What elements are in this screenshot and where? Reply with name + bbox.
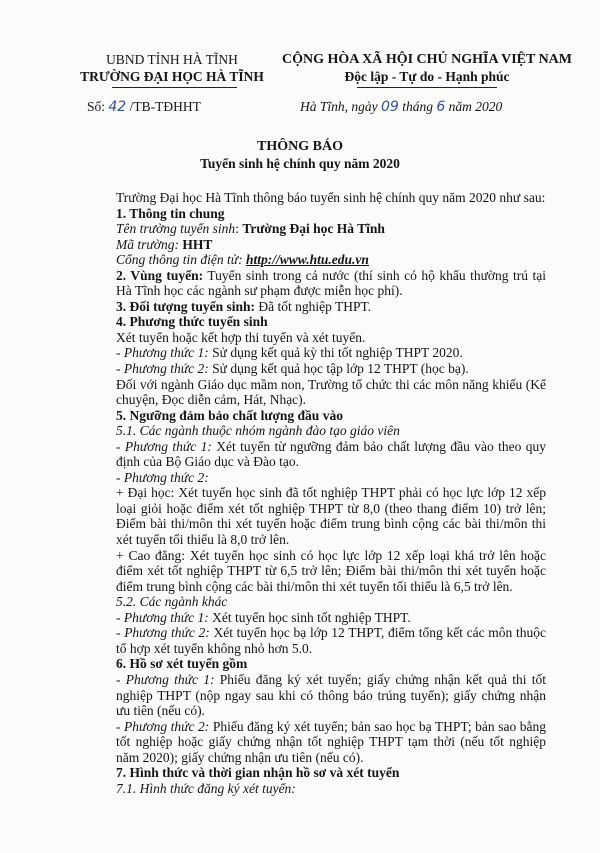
section-5-1-method-1: - Phương thức 1: Xét tuyển từ ngưỡng đảm bảo chất lượng đầu vào theo quy định của Bộ Giáo dục và Đào tạo.	[116, 438, 546, 470]
document-subtitle: Tuyển sinh hệ chính quy năm 2020	[200, 156, 400, 171]
section-5-heading: 5. Ngưỡng đảm bảo chất lượng đầu vào	[116, 407, 343, 423]
college-criteria: + Cao đẳng: Xét tuyển học sinh có học lực lớp 12 xếp loại khá trở lên hoặc điểm xét tốt nghiệp THPT từ 6,5 trở lên; Điểm bài thi/môn thi xét tuyển hoặc điểm trung bình cộng các bài thi/môn thi xét tuyển tối thiểu là 6,5 trở lên.	[116, 547, 546, 594]
section-6-method-1: - Phương thức 1: Phiếu đăng ký xét tuyển; giấy chứng nhận kết quả thi tốt nghiệp THPT (nộp ngay sau khi có thông báo trúng tuyển); giấy chứng nhận ưu tiên (nếu có).	[116, 671, 547, 719]
section-6-heading: 6. Hồ sơ xét tuyển gồm	[116, 656, 248, 672]
motto-underline	[357, 87, 497, 88]
university-name: TRƯỜNG ĐẠI HỌC HÀ TĨNH	[80, 69, 264, 84]
section-4-method-2: - Phương thức 2: Sử dụng kết quả học tập lớp 12 THPT (học bạ).	[116, 361, 469, 377]
handwritten-month: 6	[436, 99, 446, 115]
section-2-heading: 2. Vùng tuyển:	[116, 267, 204, 283]
section-5-2-method-2: - Phương thức 2: Xét tuyển học bạ lớp 12 THPT, điểm tổng kết các môn thuộc tổ hợp xét tuyển không nhỏ hơn 5.0.	[116, 625, 546, 656]
document-header	[0, 52, 600, 122]
document-number: Số: 42 /TB-TĐHHT	[87, 99, 201, 115]
section-5-2-heading: 5.2. Các ngành khác	[116, 594, 228, 610]
national-motto: Độc lập - Tự do - Hạnh phúc	[344, 69, 510, 84]
section-4-line1: Xét tuyển hoặc kết hợp thi tuyển và xét tuyển.	[116, 329, 366, 345]
document-date: Hà Tĩnh, ngày 09 tháng 6 năm 2020	[300, 99, 503, 115]
portal-line: Cổng thông tin điện tử: http://www.htu.edu.vn	[116, 252, 369, 268]
section-6-method-2: - Phương thức 2: Phiếu đăng ký xét tuyển; bản sao học bạ THPT; bản sao bằng tốt nghiệp hoặc giấy chứng nhận tốt nghiệp THPT tạm thời (nếu tốt nghiệp năm 2020); giấy chứng nhận ưu tiên (nếu có).	[116, 718, 546, 765]
section-4-heading: 4. Phương thức tuyển sinh	[116, 314, 268, 330]
section-5-2-method-1: - Phương thức 1: Xét tuyển học sinh tốt nghiệp THPT.	[116, 609, 411, 625]
section-1-heading: 1. Thông tin chung	[116, 205, 225, 221]
school-name-line: Tên trường tuyển sinh: Trường Đại học Hà Tĩnh	[116, 221, 385, 237]
section-4-method-1: - Phương thức 1: Sử dụng kết quả kỳ thi tốt nghiệp THPT 2020.	[116, 345, 463, 361]
section-5-1-method-2-label: - Phương thức 2:	[116, 469, 209, 485]
school-code-line: Mã trường: HHT	[116, 236, 213, 252]
section-3: 3. Đối tượng tuyển sinh: Đã tốt nghiệp THPT.	[116, 298, 372, 314]
intro-paragraph: Trường Đại học Hà Tĩnh thông báo tuyển sinh hệ chính quy năm 2020 như sau:	[116, 190, 546, 205]
issuing-agency: UBND TỈNH HÀ TĨNH	[106, 52, 238, 67]
handwritten-number: 42	[108, 99, 127, 115]
document-body	[116, 190, 546, 796]
country-name: CỘNG HÒA XÃ HỘI CHỦ NGHĨA VIỆT NAM	[281, 52, 572, 67]
portal-link[interactable]: http://www.htu.edu.vn	[245, 252, 369, 268]
section-4-note: Đối với ngành Giáo dục mầm non, Trường tổ chức thi các môn năng khiếu (Kể chuyện, Đọc diễn cảm, Hát, Nhạc).	[116, 376, 546, 408]
section-7-1-heading: 7.1. Hình thức đăng ký xét tuyển:	[116, 780, 296, 796]
section-2: 2. Vùng tuyển: Tuyển sinh trong cả nước (thí sinh có hộ khẩu thường trú tại Hà Tĩnh học các ngành sư phạm được miễn học phí).	[116, 267, 546, 299]
section-5-1-heading: 5.1. Các ngành thuộc nhóm ngành đào tạo giáo viên	[116, 423, 400, 439]
university-criteria: + Đại học: Xét tuyển học sinh đã tốt nghiệp THPT phải có học lực lớp 12 xếp loại giỏi hoặc điểm xét tốt nghiệp THPT từ 8,0 (theo thang điểm 10) trở lên; Điểm bài thi/môn thi xét tuyển hoặc điểm trung bình cộng các bài thi/môn thi xét tuyển tối thiểu là 8,0 trở lên.	[116, 485, 546, 548]
document-title: THÔNG BÁO	[257, 139, 343, 154]
handwritten-day: 09	[381, 99, 399, 115]
section-7-heading: 7. Hình thức và thời gian nhận hồ sơ và xét tuyển	[116, 765, 400, 781]
section-3-heading: 3. Đối tượng tuyển sinh:	[116, 298, 255, 314]
university-underline	[112, 87, 237, 88]
